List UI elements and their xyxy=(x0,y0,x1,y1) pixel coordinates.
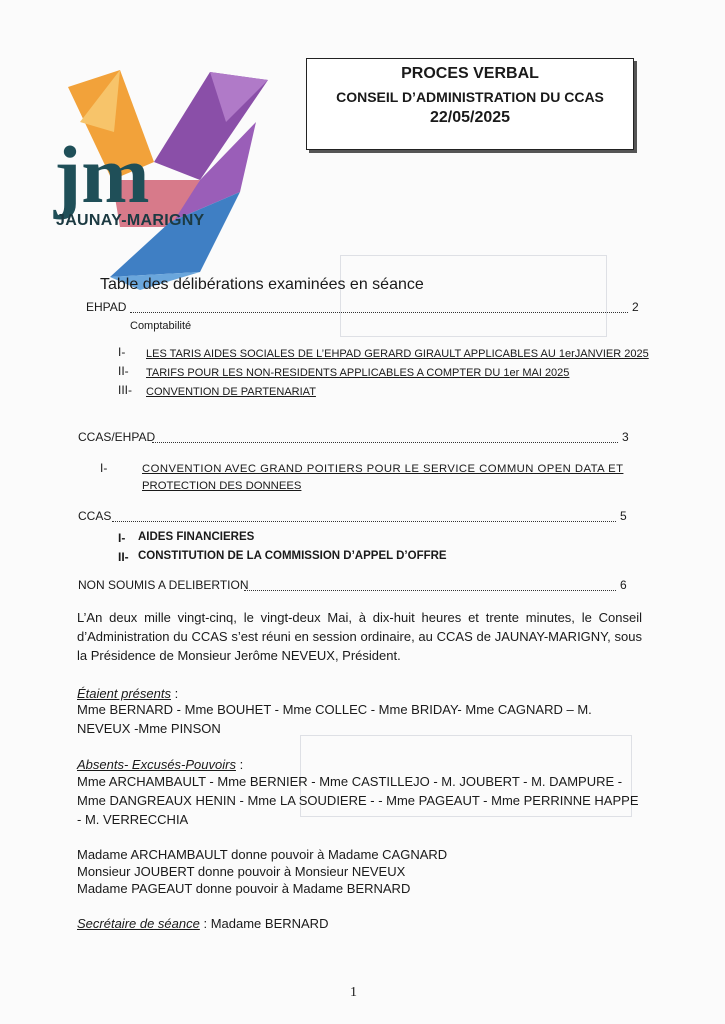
toc-leader xyxy=(112,521,616,522)
proxy-line: Monsieur JOUBERT donne pouvoir à Monsieur NEVEUX xyxy=(77,864,406,879)
toc-item: AIDES FINANCIERES xyxy=(138,531,255,543)
jaunay-marigny-logo-icon xyxy=(50,62,280,292)
bleed-through-table xyxy=(340,255,607,337)
item-number: I- xyxy=(100,461,108,475)
colon: : xyxy=(199,916,211,931)
title-box xyxy=(306,58,634,150)
secretary-label: Secrétaire de séance xyxy=(77,916,200,931)
toc-page-number: 2 xyxy=(632,300,639,314)
item-number: III- xyxy=(118,383,132,397)
absent-label: Absents- Excusés-Pouvoirs xyxy=(77,757,236,772)
svg-text:jm: jm xyxy=(54,129,150,220)
toc-page-number: 5 xyxy=(620,509,627,523)
item-number: I- xyxy=(118,531,126,545)
toc-section-non-soumis: NON SOUMIS A DELIBERTION xyxy=(78,578,249,592)
colon: : xyxy=(235,757,244,772)
item-number: II- xyxy=(118,550,129,564)
toc-item: CONVENTION DE PARTENARIAT xyxy=(146,386,316,398)
document-subtitle: CONSEIL D’ADMINISTRATION DU CCAS xyxy=(336,89,604,105)
present-label: Étaient présents xyxy=(77,686,171,701)
toc-item: LES TARIS AIDES SOCIALES DE L’EHPAD GERARD GIRAULT APPLICABLES AU 1erJANVIER 2025 xyxy=(146,348,649,360)
toc-leader xyxy=(244,590,616,591)
proxy-line: Madame PAGEAUT donne pouvoir à Madame BERNARD xyxy=(77,881,411,896)
present-list: Mme BERNARD - Mme BOUHET - Mme COLLEC - Mme BRIDAY- Mme CAGNARD – M. NEVEUX -Mme PINSON xyxy=(77,702,592,736)
toc-leader xyxy=(152,442,618,443)
document-date: 22/05/2025 xyxy=(429,109,511,126)
toc-section-ehpad: EHPAD xyxy=(86,300,127,314)
secretary-line xyxy=(77,914,642,933)
toc-page-number: 3 xyxy=(622,430,629,444)
proxy-line: Madame ARCHAMBAULT donne pouvoir à Madame CAGNARD xyxy=(77,847,448,862)
item-number: I- xyxy=(118,345,126,359)
toc-item: CONVENTION AVEC GRAND POITIERS POUR LE SERVICE COMMUN OPEN DATA ET xyxy=(142,463,624,475)
page-number: 1 xyxy=(350,985,357,1000)
logo-text: JAUNAY-MARIGNY xyxy=(56,212,205,229)
colon: : xyxy=(170,686,179,701)
toc-item-continued: PROTECTION DES DONNEES xyxy=(142,480,302,492)
secretary-name: Madame BERNARD xyxy=(210,916,329,931)
toc-section-ccas: CCAS xyxy=(78,509,112,523)
toc-item: TARIFS POUR LES NON-RESIDENTS APPLICABLES A COMPTER DU 1er MAI 2025 xyxy=(146,367,570,379)
toc-page-number: 6 xyxy=(620,578,627,592)
toc-section-ccas-ehpad: CCAS/EHPAD xyxy=(78,430,156,444)
intro-paragraph: L’An deux mille vingt-cinq, le vingt-deux Mai, à dix-huit heures et trente minutes, le Conseil d’Administration du CCAS s’est réuni en session ordinaire, au CCAS de JAUNAY-MARIGNY, sous la Présidence de Monsieur Jerôme NEVEUX, Président. xyxy=(77,610,642,663)
toc-leader xyxy=(130,312,628,313)
toc-item: CONSTITUTION DE LA COMMISSION D’APPEL D’OFFRE xyxy=(138,550,447,562)
toc-title: Table des délibérations examinées en séance xyxy=(100,276,424,293)
item-number: II- xyxy=(118,364,129,378)
absent-list: Mme ARCHAMBAULT - Mme BERNIER - Mme CASTILLEJO - M. JOUBERT - M. DAMPURE - Mme DANGREAUX HENIN - Mme LA SOUDIERE - - Mme PAGEAUT - Mme PERRINNE HAPPE - M. VERRECCHIA xyxy=(77,774,639,827)
toc-sublabel: Comptabilité xyxy=(130,320,192,332)
document-title: PROCES VERBAL xyxy=(401,65,539,82)
